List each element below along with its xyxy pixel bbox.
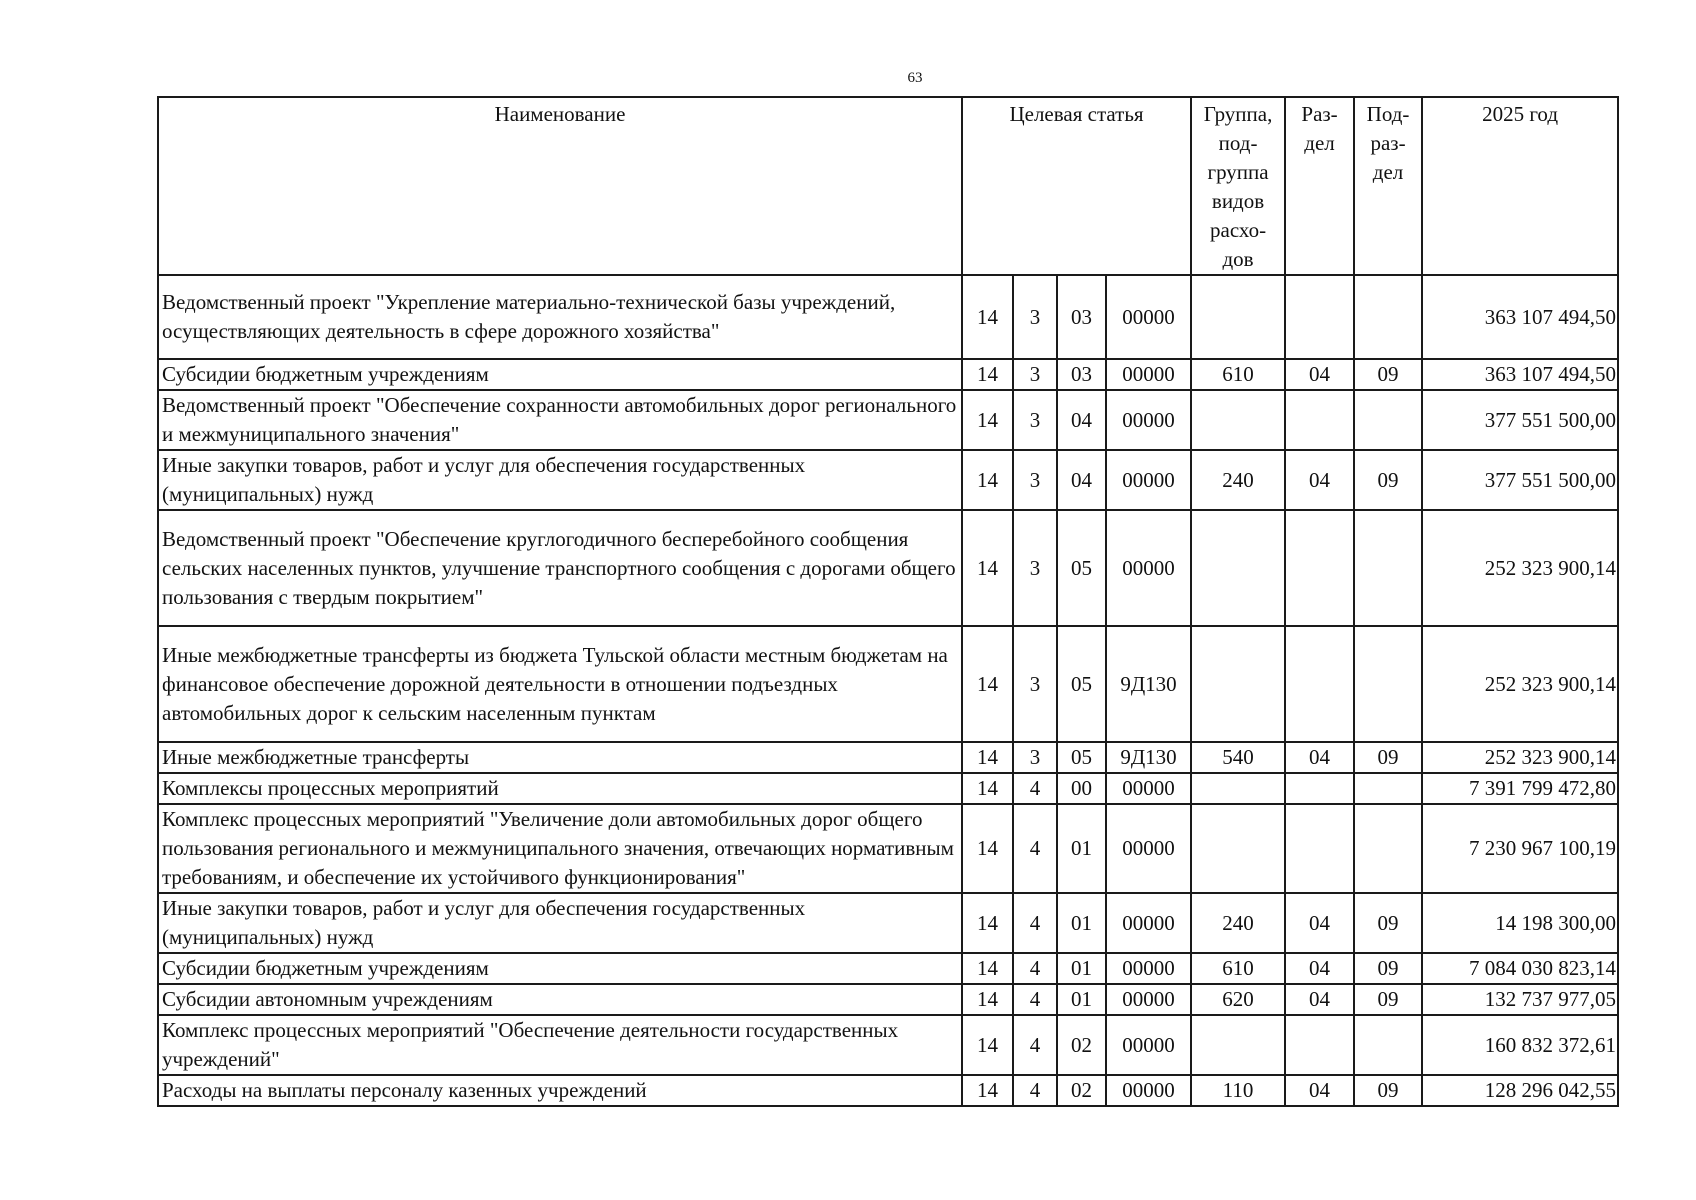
row-name: Иные межбюджетные трансферты из бюджета Тульской области местным бюджетам на финансовое обеспечение дорожной деятельности в отношении подъездных автомобильных дорог к сельским населенным пунктам — [158, 626, 962, 742]
row-code-type: 3 — [1013, 510, 1057, 626]
row-subsection — [1354, 804, 1422, 893]
table-row — [158, 1075, 1618, 1106]
row-code-item: 05 — [1057, 742, 1106, 773]
header-section: Раз- дел — [1285, 97, 1354, 275]
row-name: Комплекс процессных мероприятий "Увеличение доли автомобильных дорог общего пользования регионального и межмуниципального значения, отвечающих нормативным требованиям, и обеспечение их устойчивого функционирования" — [158, 804, 962, 893]
row-code-program: 14 — [962, 275, 1013, 359]
row-amount: 160 832 372,61 — [1422, 1015, 1618, 1075]
row-section — [1285, 626, 1354, 742]
row-amount: 377 551 500,00 — [1422, 390, 1618, 450]
row-code-direction: 00000 — [1106, 1015, 1191, 1075]
row-code-item: 01 — [1057, 893, 1106, 953]
row-subsection: 09 — [1354, 359, 1422, 390]
row-name: Иные межбюджетные трансферты — [158, 742, 962, 773]
row-amount: 363 107 494,50 — [1422, 275, 1618, 359]
row-code-program: 14 — [962, 450, 1013, 510]
row-code-program: 14 — [962, 1015, 1013, 1075]
row-code-direction: 00000 — [1106, 390, 1191, 450]
row-code-program: 14 — [962, 953, 1013, 984]
row-code-item: 02 — [1057, 1015, 1106, 1075]
row-subsection: 09 — [1354, 984, 1422, 1015]
row-section — [1285, 275, 1354, 359]
row-expense-group — [1191, 510, 1285, 626]
row-code-direction: 9Д130 — [1106, 626, 1191, 742]
row-code-type: 3 — [1013, 390, 1057, 450]
table-row — [158, 510, 1618, 626]
row-section — [1285, 773, 1354, 804]
row-subsection: 09 — [1354, 1075, 1422, 1106]
row-code-program: 14 — [962, 510, 1013, 626]
row-section — [1285, 804, 1354, 893]
row-section — [1285, 390, 1354, 450]
row-expense-group: 620 — [1191, 984, 1285, 1015]
row-code-program: 14 — [962, 1075, 1013, 1106]
row-code-type: 4 — [1013, 893, 1057, 953]
row-subsection — [1354, 1015, 1422, 1075]
table-row — [158, 359, 1618, 390]
row-expense-group: 610 — [1191, 953, 1285, 984]
row-subsection: 09 — [1354, 450, 1422, 510]
row-code-direction: 00000 — [1106, 510, 1191, 626]
row-expense-group: 610 — [1191, 359, 1285, 390]
row-code-item: 04 — [1057, 450, 1106, 510]
row-amount: 7 391 799 472,80 — [1422, 773, 1618, 804]
table-row — [158, 953, 1618, 984]
row-code-type: 3 — [1013, 626, 1057, 742]
header-name: Наименование — [158, 97, 962, 275]
row-code-program: 14 — [962, 359, 1013, 390]
row-code-type: 4 — [1013, 773, 1057, 804]
row-section: 04 — [1285, 953, 1354, 984]
row-name: Ведомственный проект "Обеспечение круглогодичного бесперебойного сообщения сельских населенных пунктов, улучшение транспортного сообщения с дорогами общего пользования с твердым покрытием" — [158, 510, 962, 626]
row-amount: 252 323 900,14 — [1422, 510, 1618, 626]
row-expense-group — [1191, 626, 1285, 742]
table-header — [158, 97, 1618, 275]
row-amount: 132 737 977,05 — [1422, 984, 1618, 1015]
row-name: Иные закупки товаров, работ и услуг для обеспечения государственных (муниципальных) нужд — [158, 893, 962, 953]
row-code-program: 14 — [962, 984, 1013, 1015]
row-amount: 7 230 967 100,19 — [1422, 804, 1618, 893]
row-name: Субсидии бюджетным учреждениям — [158, 953, 962, 984]
row-code-item: 03 — [1057, 359, 1106, 390]
row-code-program: 14 — [962, 773, 1013, 804]
row-code-type: 4 — [1013, 1075, 1057, 1106]
row-code-type: 4 — [1013, 953, 1057, 984]
row-expense-group: 240 — [1191, 893, 1285, 953]
row-section: 04 — [1285, 359, 1354, 390]
row-section: 04 — [1285, 1075, 1354, 1106]
row-subsection — [1354, 390, 1422, 450]
row-code-direction: 9Д130 — [1106, 742, 1191, 773]
row-expense-group — [1191, 773, 1285, 804]
table-row — [158, 1015, 1618, 1075]
table-row — [158, 450, 1618, 510]
page-number: 63 — [907, 70, 923, 86]
row-section: 04 — [1285, 984, 1354, 1015]
row-code-item: 04 — [1057, 390, 1106, 450]
row-subsection — [1354, 773, 1422, 804]
row-code-type: 3 — [1013, 742, 1057, 773]
row-amount: 252 323 900,14 — [1422, 626, 1618, 742]
row-section — [1285, 1015, 1354, 1075]
row-code-type: 3 — [1013, 275, 1057, 359]
row-section: 04 — [1285, 742, 1354, 773]
row-name: Ведомственный проект "Обеспечение сохранности автомобильных дорог регионального и межмуниципального значения" — [158, 390, 962, 450]
row-code-direction: 00000 — [1106, 275, 1191, 359]
row-name: Комплекс процессных мероприятий "Обеспечение деятельности государственных учреждений" — [158, 1015, 962, 1075]
table-row — [158, 893, 1618, 953]
table-row — [158, 773, 1618, 804]
row-code-program: 14 — [962, 390, 1013, 450]
row-subsection — [1354, 626, 1422, 742]
row-code-program: 14 — [962, 742, 1013, 773]
row-name: Расходы на выплаты персоналу казенных учреждений — [158, 1075, 962, 1106]
row-code-type: 3 — [1013, 359, 1057, 390]
row-expense-group: 540 — [1191, 742, 1285, 773]
row-expense-group — [1191, 390, 1285, 450]
row-subsection — [1354, 510, 1422, 626]
row-amount: 7 084 030 823,14 — [1422, 953, 1618, 984]
row-expense-group — [1191, 804, 1285, 893]
row-section: 04 — [1285, 450, 1354, 510]
row-code-type: 4 — [1013, 804, 1057, 893]
row-amount: 252 323 900,14 — [1422, 742, 1618, 773]
row-code-item: 01 — [1057, 804, 1106, 893]
row-code-direction: 00000 — [1106, 450, 1191, 510]
row-amount: 377 551 500,00 — [1422, 450, 1618, 510]
budget-table — [157, 96, 1619, 1107]
row-name: Комплексы процессных мероприятий — [158, 773, 962, 804]
row-expense-group — [1191, 275, 1285, 359]
row-expense-group: 110 — [1191, 1075, 1285, 1106]
row-section: 04 — [1285, 893, 1354, 953]
header-expense-group: Группа, под- группа видов расхо- дов — [1191, 97, 1285, 275]
row-name: Ведомственный проект "Укрепление материально-технической базы учреждений, осуществляющих деятельность в сфере дорожного хозяйства" — [158, 275, 962, 359]
row-expense-group — [1191, 1015, 1285, 1075]
table-row — [158, 390, 1618, 450]
row-code-program: 14 — [962, 626, 1013, 742]
row-code-type: 4 — [1013, 1015, 1057, 1075]
row-code-direction: 00000 — [1106, 359, 1191, 390]
header-target-article: Целевая статья — [962, 97, 1191, 275]
row-name: Субсидии автономным учреждениям — [158, 984, 962, 1015]
table-row — [158, 804, 1618, 893]
row-code-direction: 00000 — [1106, 773, 1191, 804]
row-code-type: 3 — [1013, 450, 1057, 510]
row-code-item: 01 — [1057, 984, 1106, 1015]
row-name: Субсидии бюджетным учреждениям — [158, 359, 962, 390]
row-code-item: 02 — [1057, 1075, 1106, 1106]
header-year: 2025 год — [1422, 97, 1618, 275]
row-subsection: 09 — [1354, 742, 1422, 773]
row-subsection: 09 — [1354, 953, 1422, 984]
row-expense-group: 240 — [1191, 450, 1285, 510]
row-subsection: 09 — [1354, 893, 1422, 953]
row-amount: 363 107 494,50 — [1422, 359, 1618, 390]
row-name: Иные закупки товаров, работ и услуг для обеспечения государственных (муниципальных) нужд — [158, 450, 962, 510]
row-code-direction: 00000 — [1106, 804, 1191, 893]
table-row — [158, 984, 1618, 1015]
row-code-type: 4 — [1013, 984, 1057, 1015]
table-row — [158, 742, 1618, 773]
row-amount: 14 198 300,00 — [1422, 893, 1618, 953]
row-code-item: 03 — [1057, 275, 1106, 359]
row-code-program: 14 — [962, 893, 1013, 953]
row-code-direction: 00000 — [1106, 893, 1191, 953]
row-code-item: 00 — [1057, 773, 1106, 804]
row-code-item: 01 — [1057, 953, 1106, 984]
row-code-direction: 00000 — [1106, 984, 1191, 1015]
row-subsection — [1354, 275, 1422, 359]
header-subsection: Под- раз- дел — [1354, 97, 1422, 275]
table-body — [158, 275, 1618, 1106]
row-section — [1285, 510, 1354, 626]
row-amount: 128 296 042,55 — [1422, 1075, 1618, 1106]
table-row — [158, 626, 1618, 742]
row-code-program: 14 — [962, 804, 1013, 893]
row-code-direction: 00000 — [1106, 1075, 1191, 1106]
row-code-item: 05 — [1057, 510, 1106, 626]
row-code-item: 05 — [1057, 626, 1106, 742]
row-code-direction: 00000 — [1106, 953, 1191, 984]
table-row — [158, 275, 1618, 359]
